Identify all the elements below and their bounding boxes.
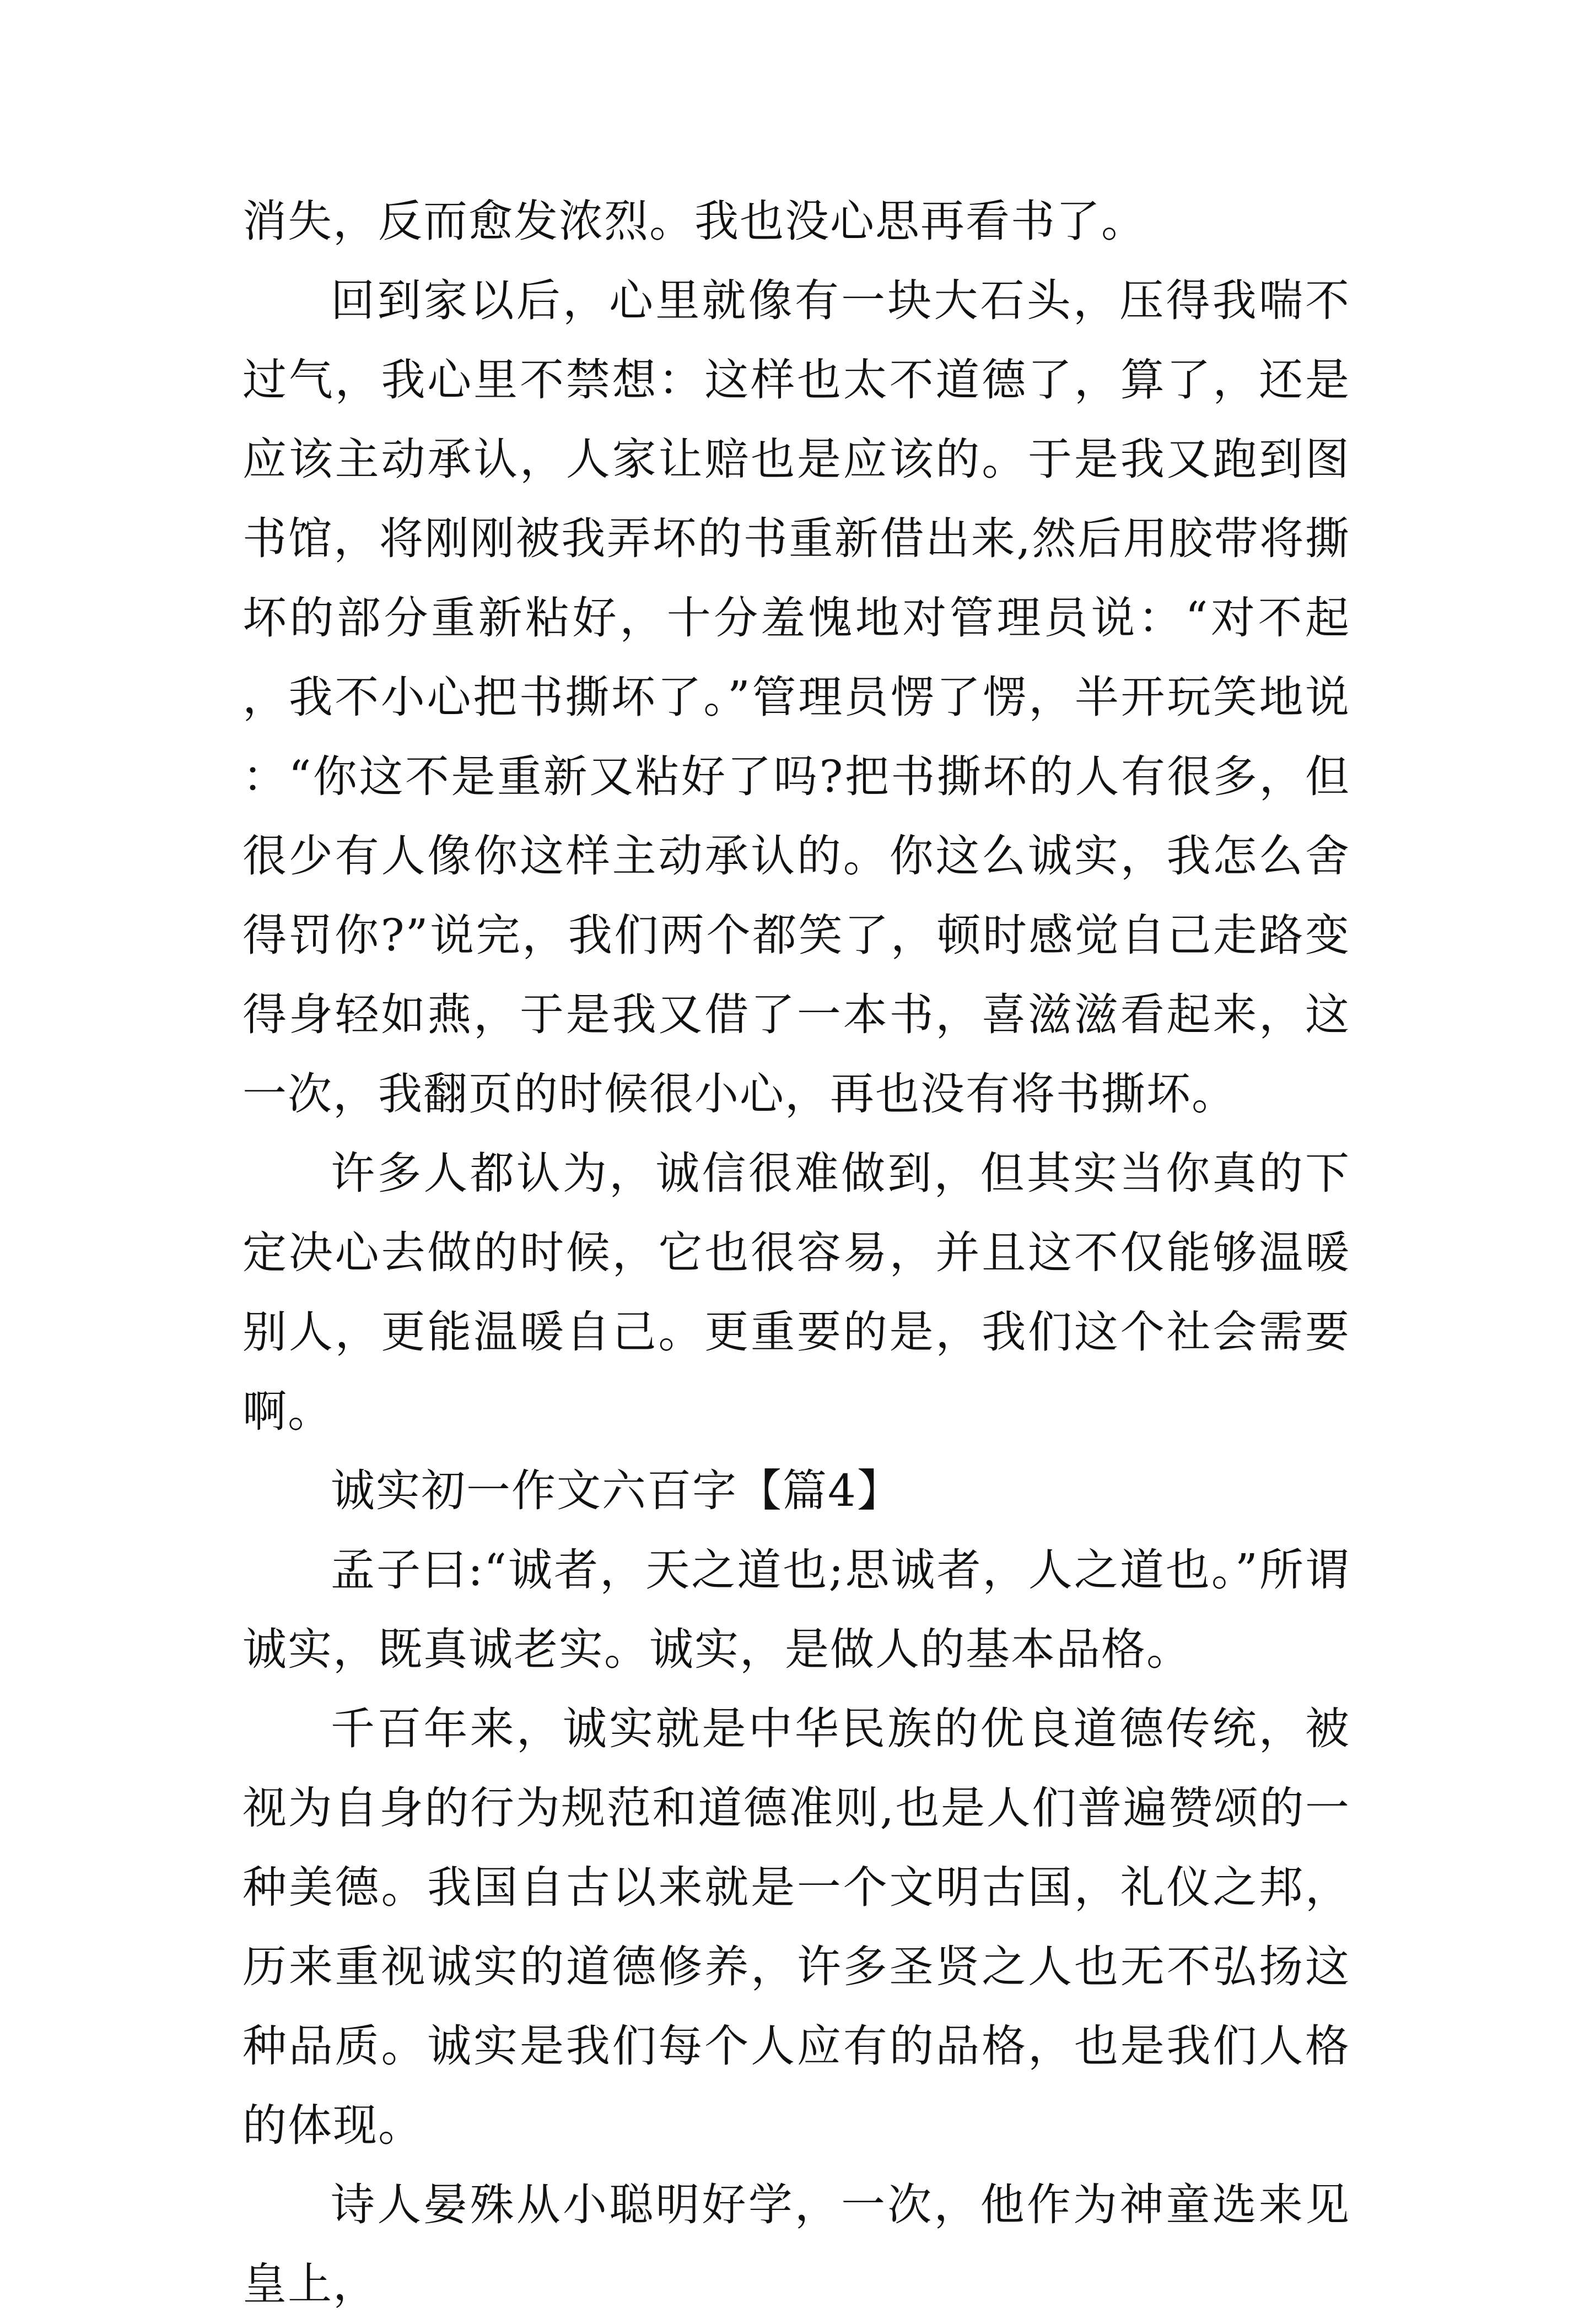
document-body: [243, 182, 1350, 2324]
section-heading: 诚实初一作文六百字【篇4】: [331, 1465, 902, 1516]
paragraph-3: 许多人都认为，诚信很难做到，但其实当你真的下定决心去做的时候，它也很容易，并且这不仅能够温暖别人，更能温暖自己。更重要的是，我们这个社会需要啊。: [243, 1148, 1350, 1437]
paragraph-6: 诗人晏殊从小聪明好学，一次，他作为神童选来见皇上，: [243, 2179, 1350, 2310]
paragraph-5: 千百年来，诚实就是中华民族的优良道德传统，被视为自身的行为规范和道德准则,也是人们普遍赞颂的一种美德。我国自古以来就是一个文明古国，礼仪之邦，历来重视诚实的道德修养，许多圣贤之人也无不弘扬这种品质。诚实是我们每个人应有的品格，也是我们人格的体现。: [243, 1703, 1350, 2151]
paragraph-2: 回到家以后，心里就像有一块大石头，压得我喘不过气，我心里不禁想：这样也太不道德了，算了，还是应该主动承认，人家让赔也是应该的。于是我又跑到图书馆，将刚刚被我弄坏的书重新借出来,然后用胶带将撕坏的部分重新粘好，十分羞愧地对管理员说：“对不起，我不小心把书撕坏了。”管理员愣了愣，半开玩笑地说：“你这不是重新又粘好了吗?把书撕坏的人有很多，但很少有人像你这样主动承认的。你这么诚实，我怎么舍得罚你?”说完，我们两个都笑了，顿时感觉自己走路变得身轻如燕，于是我又借了一本书，喜滋滋看起来，这一次，我翻页的时候很小心，再也没有将书撕坏。: [243, 275, 1350, 1120]
paragraph-4: 孟子曰:“诚者，天之道也;思诚者，人之道也。”所谓诚实，既真诚老实。诚实，是做人的基本品格。: [243, 1544, 1350, 1675]
paragraph-1: 消失，反而愈发浓烈。我也没心思再看书了。: [243, 196, 1146, 247]
